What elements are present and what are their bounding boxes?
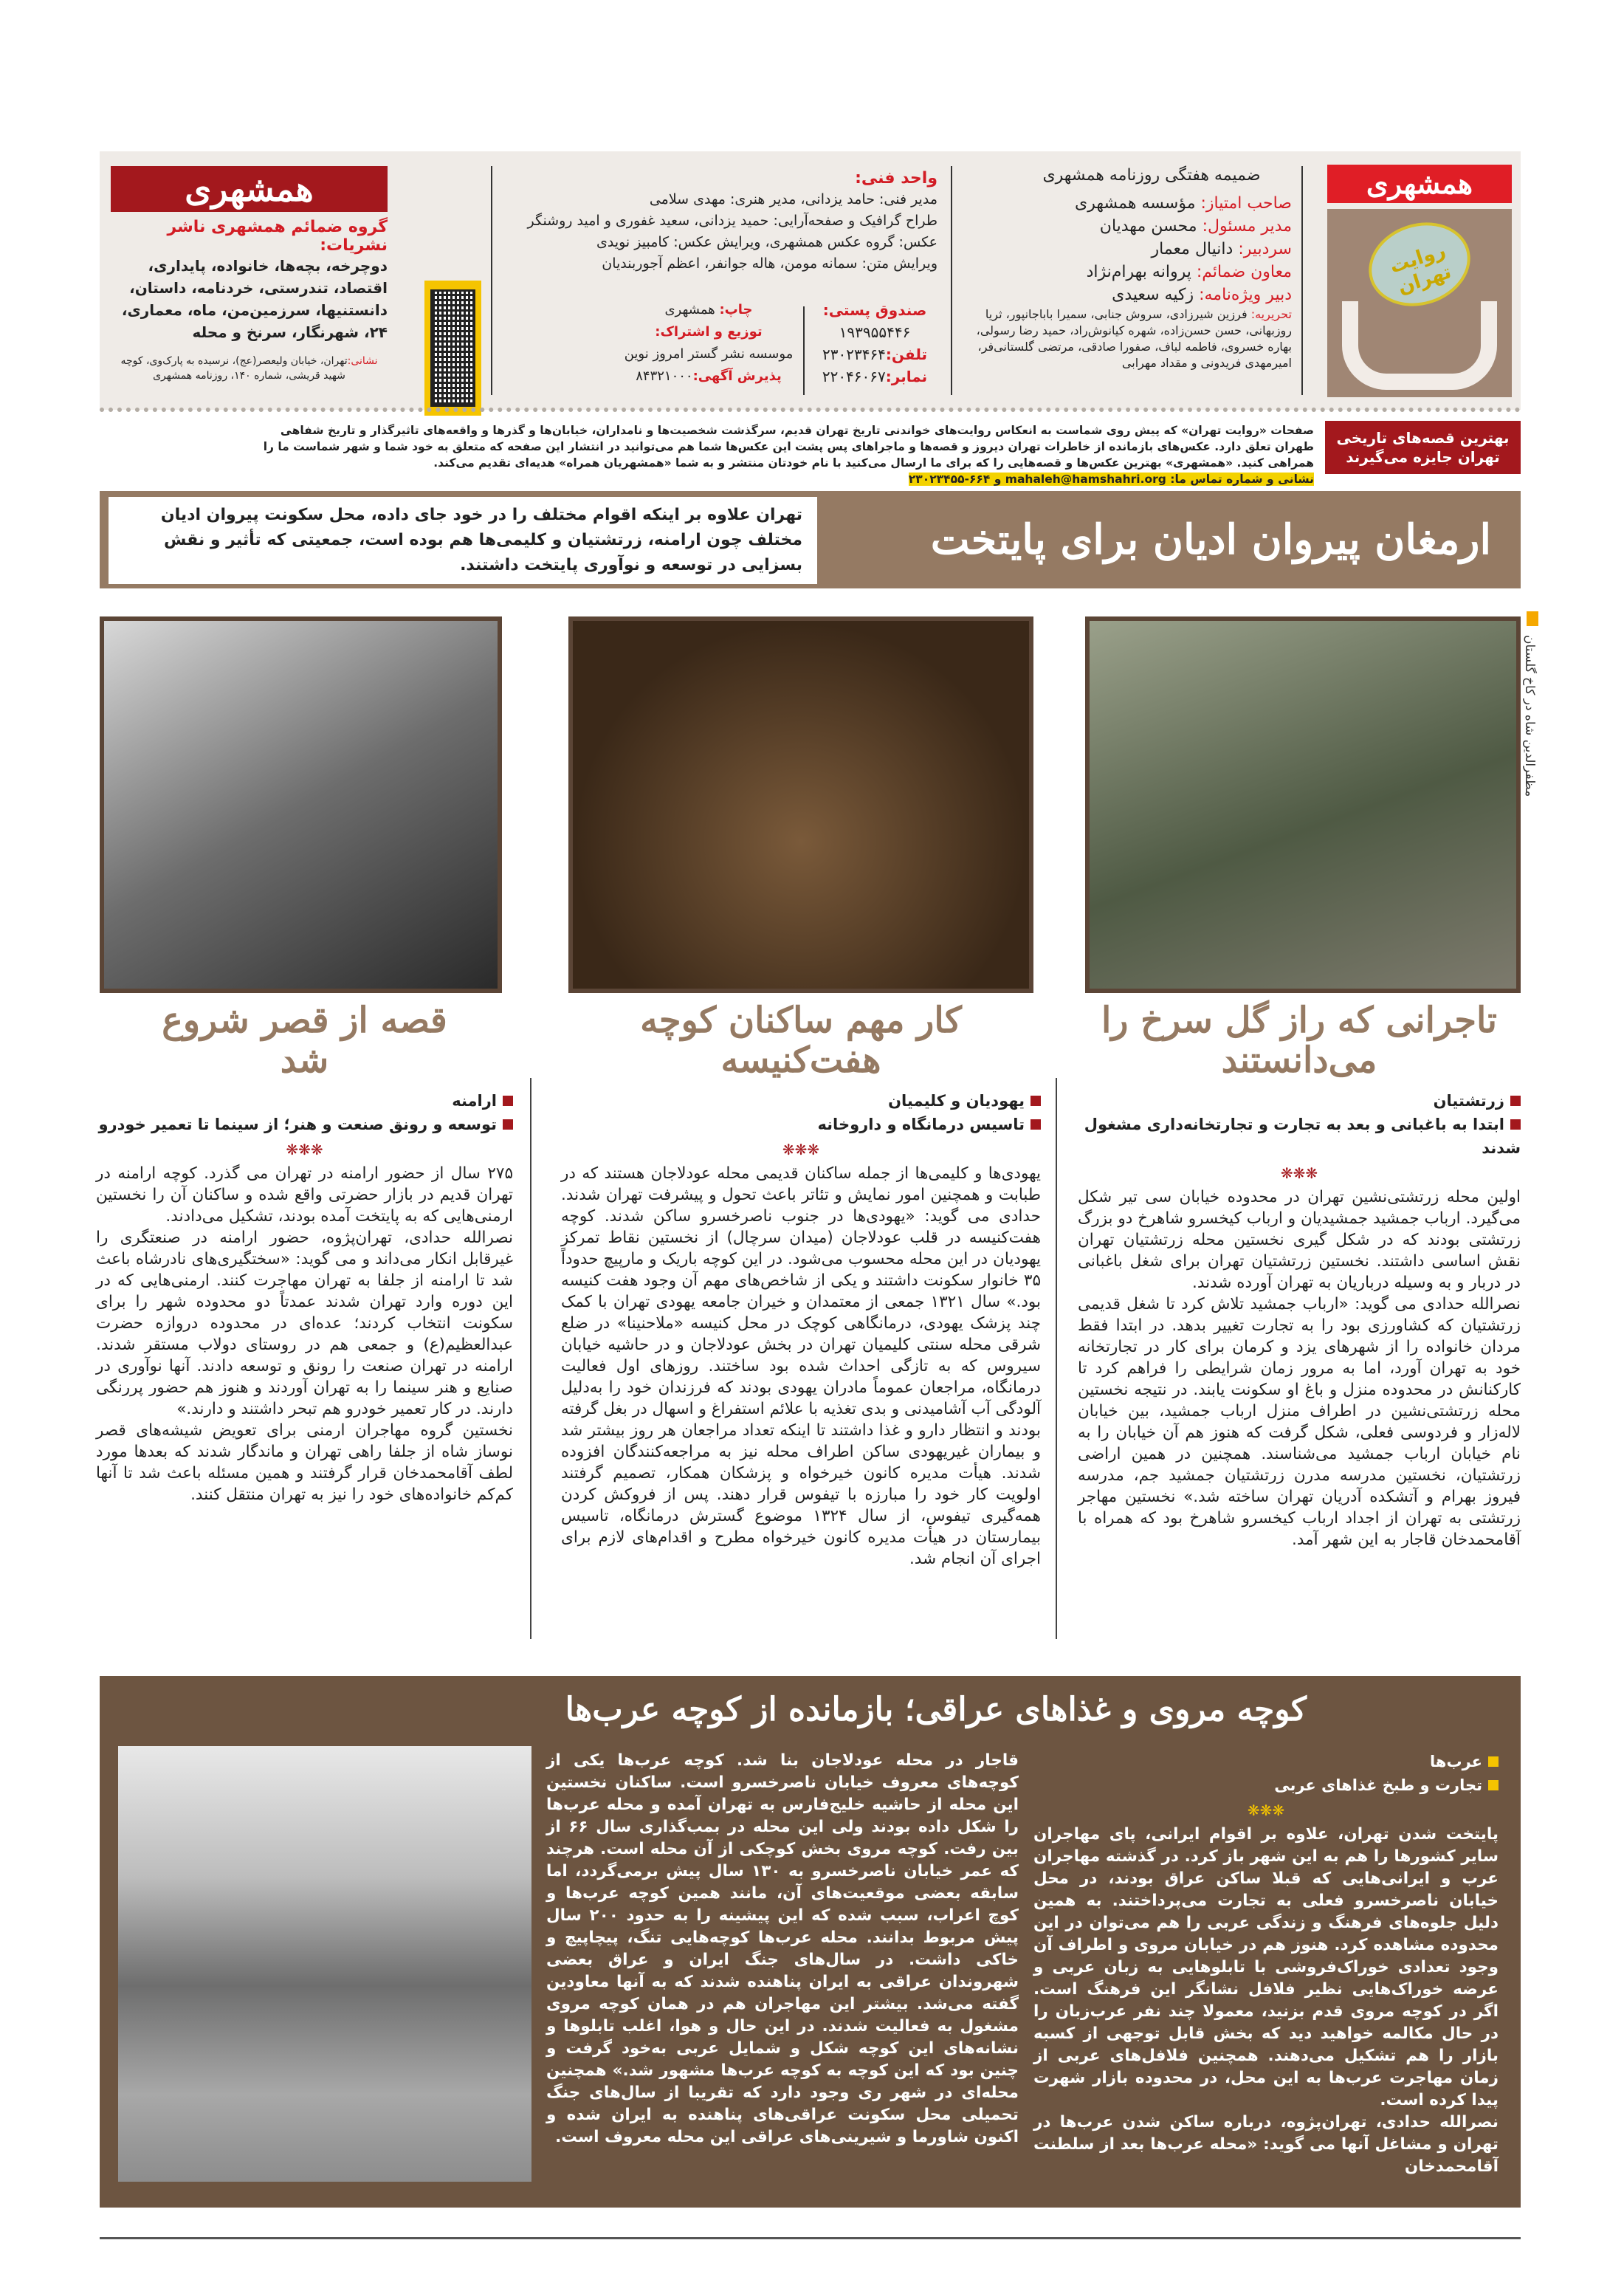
masthead-divider [1301, 166, 1303, 395]
body-text: پایتخت شدن تهران، علاوه بر اقوام ایرانی، پای مهاجران سایر کشورها را هم به این شهر باز کرد. در گذشته مهاجران عرب و ایرانی‌هایی که قبلا ساکن عراق بودند، در محل خیابان ناصرخسرو فعلی به تجارت می‌پرداختند. به همین دلیل جلوه‌های فرهنگ و زندگی عربی را هم می‌توان در این محدوده مشاهده کرد. هنوز هم در خیابان مروی و اطراف آن وجود تعدادی خوراک‌فروشی با تابلوهایی به زبان عربی و عرضه خوراک‌هایی نظیر فلافل نشانگر این فرهنگ است. اگر در کوچه مروی قدم بزنید، معمولا چند نفر عرب‌زبان را در حال مکالمه خواهید دید که بخش قابل توجهی از کسبه بازار را هم تشکیل می‌دهند. همچنین فلافل‌های عربی از زمان مهاجرت عرب‌ها به این محل، در محدوده بازار شهرت پیدا کرده است. [1033, 1825, 1499, 2109]
credit-editor: سردبیر: دانیال معمار [1151, 240, 1292, 258]
bottom-column-2 [546, 1750, 1019, 2148]
headline: قصه از قصر شروع شد [162, 1000, 447, 1081]
body-text: یهودی‌ها و کلیمی‌ها از جمله ساکنان قدیمی محله عودلاجان هستند که در طبابت و همچنین امور نمایش و تئاتر باعث تحول و پیشرفت تهران شدند. حدادی می گوید: «یهودی‌ها در جنوب ناصرخسرو ساکن شدند. کوچه هفت‌کنیسه در قلب عودلاجان (میدان سرچال) از نخستین نقاط تمرکز یهودیان در این محله محسوب می‌شود. در این کوچه باریک و مارپیچ حدوداً ۳۵ خانوار سکونت داشتند و یکی از شاخص‌های مهم آن وجود هفت کنیسه بود.» سال ۱۳۲۱ جمعی از معتمدان و خیران جامعه یهودی تهران با کمک چند پزشک یهودی، درمانگاهی کوچک در محل کنیسه «ملاحنینا» در ضلع شرقی محله سنتی کلیمیان تهران در بخش عودلاجان و در حاشیه خیابان سیروس که به تازگی احداث شده بود ساختند. روزهای اول فعالیت درمانگاه، مراجعان عموماً مادران یهودی بودند که فرزندان خود را به‌دلیل آلودگی آب آشامیدنی و بدی تغذیه با علائم استفراغ و اسهال در بغل گرفته بودند و انتظار دارو و غذا داشتند تا اینکه تعداد مراجعان هر روز بیشتر شد و بیماران غیریهودی ساکن اطراف محله نیز به مراجعه‌کنندگان افزوده شدند. هیأت مدیره کانون خیرخواه و پزشکان همکار، تصمیم گرفتند اولویت کار خود را مبارزه با تیفوس قرار دهند. پس از فروکش کردن همه‌گیری تیفوس، از سال ۱۳۲۴ موضوع گسترش درمانگاه، تاسیس بیمارستان در هیأت مدیره کانون خیرخواه مطرح و اقدام‌های لازم برای اجرای آن انجام شد. [561, 1164, 1041, 1568]
stars-ornament: ❋❋❋ [1247, 1801, 1285, 1819]
photo-haft-kanisa [568, 616, 1033, 993]
stars-ornament: ❋❋❋ [782, 1141, 820, 1158]
body-text: نصرالله حدادی می گوید: «ارباب جمشید تلاش کرد تا شغل قدیمی زرتشتیان که کشاورزی بود را به تجارت تغییر بدهد. در ابتدا فقط مردان خانواده را از شهرهای یزد و کرمان برای کار در تجارتخانه خود به تهران آورد، اما به مرور زمان شرایطی را فراهم کرد تا کارکنانش در محدوده منزل و باغ او سکونت یابند. در نتیجه نخستین محله زرتشتی‌نشین در اطراف منزل ارباب جمشید، بین خیابان لاله‌زار و فردوسی فعلی، شکل گرفت که هنوز هم آن خیابان را به نام خیابان ارباب جمشید می‌شناسند. همچنین در همین اراضی زرتشتیان، نخستین مدرسه مدرن زرتشتیان جمشید جم، مدرسه فیروز بهرام و آتشکده آدریان تهران ساخته شد.» نخستین مهاجر زرتشتی به تهران از اجداد ارباب کیخسرو شاهرخ بود که همراه با آقامحمدخان قاجار به این شهر آمد. [1078, 1295, 1521, 1549]
body-text: قاجار در محله عودلاجان بنا شد. کوچه عرب‌ها یکی از کوچه‌های معروف خیابان ناصرخسرو است. ساکنان نخستین این محله از حاشیه خلیج‌فارس به تهران آمده و محله عرب‌ها را شکل داده بودند ولی این محله در بمب‌گذاری سال ۶۶ از بین رفت. کوچه مروی بخش کوچکی از آن محله است. هرچند که عمر خیابان ناصرخسرو به ۱۳۰ سال پیش برمی‌گردد، اما سابقه بعضی موقعیت‌های آن، مانند همین کوچه عرب‌ها و کوچ اعراب، سبب شده که این پیشینه را به حدود ۲۰۰ سال پیش مربوط بدانند. محله عرب‌ها کوچه‌هایی تنگ، پیچاپیچ و خاکی داشت. در سال‌های جنگ ایران و عراق بعضی شهروندان عراقی به ایران پناهنده شدند که به آنها معاودین گفته می‌شد. بیشتر این مهاجران هم در همان کوچه مروی مشغول به فعالیت شدند. در این حال و هوا، اغلب تابلوها و نشانه‌های این کوچه شکل و شمایل عربی به‌خود گرفت و چنین بود که این کوچه به کوچه عرب‌ها مشهور شد.» همچنین محله‌ای در شهر ری وجود دارد که تقریبا از سال‌های جنگ تحمیلی محل سکونت عراقی‌های پناهنده به ایران شده و اکنون شاورما و شیرینی‌های عراقی این محله معروف است. [546, 1751, 1019, 2146]
group-block [111, 166, 388, 383]
hamshahri-logo: همشهری [1327, 165, 1512, 203]
column-divider [530, 1078, 531, 1639]
bullet: ارامنه [96, 1089, 513, 1113]
hamshahri-logo-left: همشهری [111, 166, 388, 212]
photo-gate [118, 1746, 531, 2182]
prize-badge: بهترین قصه‌های تاریخی تهران جایزه می‌گیرند [1325, 421, 1521, 474]
credit-editorial: تحریریه: فرزین شیرزادی، سروش جنابی، سمیرا باباجانپور، ثریا روزبهانی، حسن حسن‌زاده، شهره کیانوش‌راد، حمید رضا رسولی، بهاره خسروی، فاطمه لباف، صفورا صادقی، مرتضی گلستانی‌فر، امیرمهدی فریدونی و مقداد مهرابی [976, 307, 1292, 370]
photo-mozaffar-shah [1085, 616, 1521, 993]
stars-ornament: ❋❋❋ [1280, 1164, 1318, 1182]
bullet: یهودیان و کلیمیان [561, 1089, 1041, 1113]
contact-info: صندوق پستی: ۱۹۳۹۵۵۴۴۶ تلفن:۲۳۰۲۳۴۶۴ نمابر:۲۲۰۴۶۰۶۷ [822, 301, 928, 385]
headline: تاجرانی که راز گل سرخ را می‌دانستند [1101, 1000, 1498, 1081]
print-info: چاپ: همشهری توزیع و اشتراک: موسسه نشر گستر امروز نوین پذیرش آگهی:۸۴۳۲۱۰۰۰ [624, 302, 794, 384]
bottom-column-1 [1033, 1750, 1499, 2178]
photo-armenians [100, 616, 502, 993]
masthead-divider [951, 166, 952, 395]
headline: کوچه مروی و غذاهای عراقی؛ بازمانده از کوچه عرب‌ها [565, 1691, 1307, 1728]
body-text: ۲۷۵ سال از حضور ارامنه در تهران می گذرد. کوچه ارامنه در تهران قدیم در بازار حضرتی واقع شده و ساکنان آن را نخستین ارمنی‌هایی که به پایتخت آمده بودند، تشکیل می‌دادند. [96, 1164, 513, 1226]
stars-ornament: ❋❋❋ [286, 1141, 323, 1158]
supplement-title: ضمیمه هفتگی روزنامه همشهری [1042, 166, 1261, 185]
credit-deputy: معاون ضمائم: پروانه بهرام‌نژاد [1086, 263, 1292, 281]
address: نشانی:تهران، خیابان ولیعصر(عج)، نرسیده به پارک‌وی، کوچه شهید قریشی، شماره ۱۴۰، روزنامه همشهری [120, 355, 378, 382]
bullet: زرتشتیان [1078, 1089, 1521, 1113]
masthead [100, 151, 1521, 410]
headline: کار مهم ساکنان کوچه هفت‌کنیسه [640, 1000, 962, 1081]
stamp: روایت تهران [1358, 210, 1481, 319]
section-lead: تهران علاوه بر اینکه اقوام مختلف را در خود جای داده، محل سکونت پیروان ادیان مختلف چون ارامنه، زرتشتیان و کلیمی‌ها هم بوده است، جمعیتی که تأثیر و نقش بسزایی در توسعه و نوآوری پایتخت داشتند. [109, 497, 817, 584]
photo-caption-marker [1527, 611, 1538, 626]
section-title: ارمغان پیروان ادیان برای پایتخت [930, 515, 1491, 564]
section-banner [100, 491, 1521, 588]
credit-owner: صاحب امتیاز: مؤسسه همشهری [1075, 194, 1292, 213]
body-text: نصرالله حدادی، تهران‌پژوه، درباره ساکن شدن عرب‌ها در تهران و مشاغل آنها می گوید: «محله عرب‌ها بعد از سلطنت آقامحمدخان [1033, 2113, 1499, 2176]
credit-special: دبیر ویژه‌نامه: زکیه سعیدی [1112, 286, 1292, 304]
body-text: نخستین گروه مهاجران ارمنی برای تعویض شیشه‌های قصر نوساز شاه از جلفا راهی تهران و ماندگار شدند که بعدها مورد لطف آقامحمدخان قرار گرفتند و همین مسئله باعث شد تا آنها کم‌کم خانواده‌های خود را نیز به تهران منتقل کنند. [96, 1421, 513, 1504]
article-jews [561, 1000, 1041, 1570]
strip-text: صفحات «روایت تهران» که پیش روی شماست به انعکاس روایت‌های خواندنی تاریخ تهران قدیم، سرگذشت شخصیت‌ها و نامداران، خیابان‌ها و گذرها و واقعه‌های تاثیرگذار و تاریخ شفاهی طهران تعلق دارد. عکس‌های بازمانده از خاطرات تهران دیروز و قصه‌ها و ماجراهای پس پشت این عکس‌ها شما هم می‌توانید در انتشار این صفحه که متعلق به خود شما و شهر شماست ما را همراهی کنید. «همشهری» بهترین عکس‌ها و قصه‌هایی را که برای ما ارسال می‌کنید با نام خودتان منتشر و به شما «همشهریان همراه» هدیه‌ای تقدیم می‌کند. نشانی و شماره تماس ما: mahaleh@hamshahri.org و ۶۶۴-۲۳۰۲۳۴۵۵ [263, 424, 1314, 486]
article-armenians [96, 1000, 513, 1505]
credit-director: مدیر مسئول: محسن مهدیان [1099, 217, 1292, 236]
masthead-divider [803, 306, 805, 395]
tech-credits: واحد فنی: مدیر فنی: حامد یزدانی، مدیر هنری: مهدی سلامی طراح گرافیک و صفحه‌آرایی: حمید یزدانی، سعید غفوری و امید روشنگر عکس: گروه عکس همشهری، ویرایش عکس: کامبیز نویدی ویرایش متن: سمانه مومن، هاله جوانفر، اعظم آجوربندیان [527, 169, 937, 272]
column-divider [1056, 1078, 1057, 1639]
group-list: دوچرخه، بچه‌ها، خانواده، پایداری، اقتصاد، تندرستی، خردنامه، داستان، دانستنیها، سرزمین‌من، ماه، معماری، ۲۴، شهرنگار، سرنخ و محله [121, 257, 388, 341]
body-text: اولین محله زرتشتی‌نشین تهران در محدوده خیابان سی تیر شکل می‌گیرد. ارباب جمشید جمشیدیان و ارباب کیخسرو شاهرخ دو بزرگ زرتشتی بودند که در شکل گیری نخستین محله زرتشتیان تهران نقش اساسی داشتند. نخستین زرتشتیان تهران برای شغل باغبانی در دربار و به وسیله درباریان به تهران آورده شدند. [1078, 1188, 1521, 1292]
group-title: گروه ضمائم همشهری ناشر نشریات: [167, 218, 388, 255]
bullet: توسعه و رونق صنعت و هنر؛ از سینما تا تعمیر خودرو [96, 1113, 513, 1136]
mahalleh-logo [1327, 209, 1512, 397]
qr-code-box[interactable] [424, 281, 481, 416]
bullet: عرب‌ها [1033, 1750, 1499, 1773]
body-text: نصرالله حدادی، تهران‌پژوه، حضور ارامنه در صنعتگری را غیرقابل انکار می‌داند و می گوید: «سختگیری‌های نادرشاه باعث شد تا ارامنه از جلفا به تهران مهاجرت کنند. ارمنی‌هایی که در این دوره وارد تهران شدند عمدتاً دو محدوده شهر را برای سکونت انتخاب کردند؛ عده‌ای در محدوده دروازه حضرت عبدالعظیم(ع) و جمعی هم در روستای دولاب مستقر شدند. ارامنه در تهران صنعت را رونق و توسعه دادند. آنها نوآوری در صنایع و هنر سینما را به تهران آوردند و هنوز هم حضور پررنگی دارند. در کار تعمیر خودرو هم تبحر داشتند و دارند.» [96, 1229, 513, 1418]
mahalleh-logo-mark [1342, 301, 1497, 390]
bullet: ابتدا به باغبانی و بعد به تجارت و تجارتخانه‌داری مشغول شدند [1084, 1116, 1521, 1157]
photo-caption: مظفرالدین شاه در کاخ گلستان [1522, 635, 1537, 797]
contact-line: نشانی و شماره تماس ما: mahaleh@hamshahri.org و ۶۶۴-۲۳۰۲۳۴۵۵ [908, 473, 1314, 486]
article-zoroastrians [1078, 1000, 1521, 1550]
qr-code[interactable] [430, 289, 475, 407]
bullet: تجارت و طبخ غذاهای عربی [1033, 1773, 1499, 1797]
masthead-divider [491, 166, 492, 395]
credits [967, 166, 1292, 371]
article-arabs [100, 1676, 1521, 2208]
bullet: تاسیس درمانگاه و داروخانه [561, 1113, 1041, 1136]
page-bottom-rule [100, 2237, 1521, 2239]
divider [100, 408, 1521, 412]
